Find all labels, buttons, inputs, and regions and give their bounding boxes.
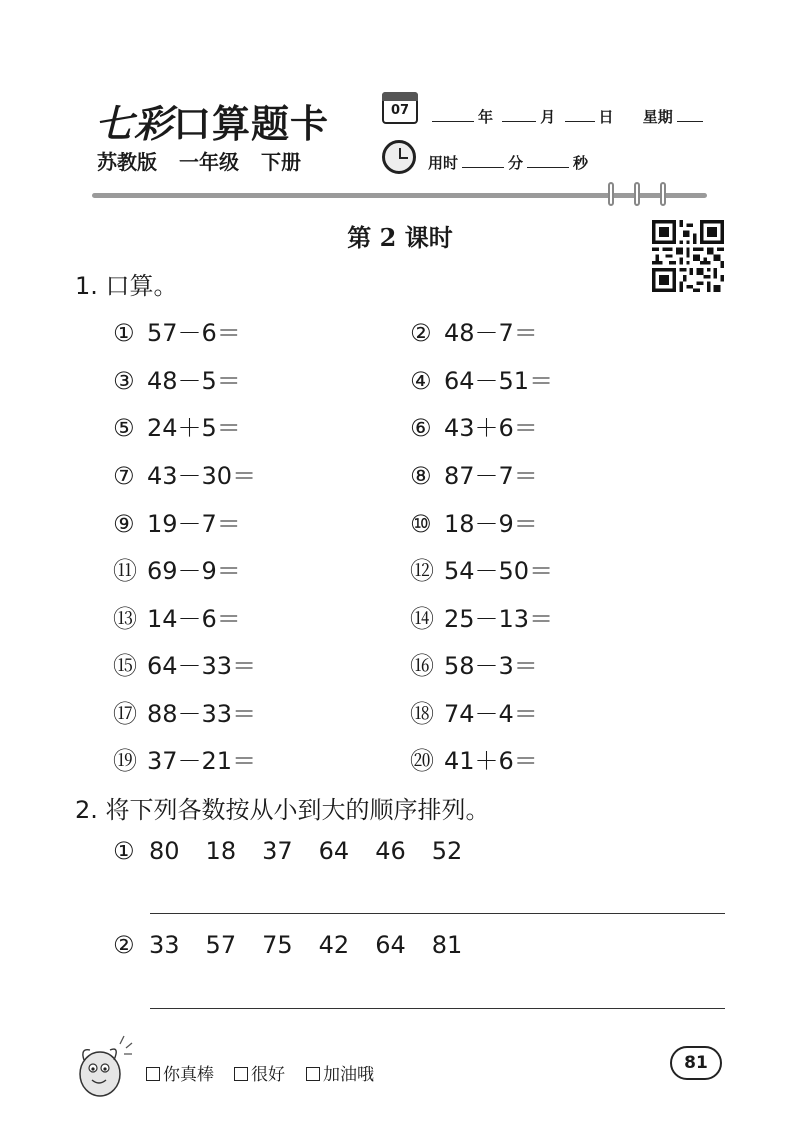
problem-expression: 19－7＝ [147, 510, 241, 538]
problem-expression: 69－9＝ [147, 557, 241, 585]
problem-marker: ⑩ [410, 510, 432, 538]
problem-expression: 88－33＝ [147, 700, 257, 728]
mascot-icon [70, 1030, 138, 1100]
problem-expression: 58－3＝ [444, 652, 538, 680]
problem-marker: ③ [113, 367, 135, 395]
problem-expression: 64－33＝ [147, 652, 257, 680]
problem-marker: ② [410, 319, 432, 347]
problem-expression: 14－6＝ [147, 605, 241, 633]
problem-item [113, 551, 241, 586]
problem-item [410, 408, 538, 443]
problem-item [410, 694, 538, 729]
problem-item [410, 456, 538, 491]
day-label: 日 [598, 108, 614, 126]
problem-item [113, 646, 256, 681]
number-item: 52 [431, 837, 463, 865]
problem-expression: 48－7＝ [444, 319, 538, 347]
time-used-label: 用时 [428, 154, 459, 172]
minute-blank[interactable] [462, 153, 504, 168]
number-item: 46 [375, 837, 406, 865]
problem-expression: 48－5＝ [147, 367, 241, 395]
problem-item [113, 504, 241, 539]
rating-label: 你真棒 [163, 1065, 214, 1085]
year-label: 年 [478, 108, 494, 126]
problem-item [113, 408, 241, 443]
problem-marker: ④ [410, 367, 432, 395]
second-label: 秒 [573, 154, 589, 172]
problem-marker: ⑦ [113, 462, 135, 490]
edition-publisher: 苏教版 [97, 150, 157, 174]
calendar-icon [382, 92, 418, 124]
group-marker: ② [113, 931, 135, 959]
problem-marker: ⑥ [410, 414, 432, 442]
problem-marker: ① [113, 319, 135, 347]
problem-marker: ⑬ [113, 605, 137, 633]
problem-expression: 41＋6＝ [444, 747, 538, 775]
problem-item [410, 313, 538, 348]
problem-marker: ⑳ [410, 747, 434, 775]
ring-hook-icon [608, 182, 614, 206]
date-fields [428, 106, 707, 127]
page-number: 81 [670, 1046, 722, 1080]
ring-hook-icon [634, 182, 640, 206]
problem-item [113, 694, 256, 729]
group-marker: ① [113, 837, 135, 865]
weekday-label: 星期 [642, 108, 673, 126]
edition-volume: 下册 [261, 150, 301, 174]
problem-marker: ⑰ [113, 700, 137, 728]
number-item: 80 [149, 837, 180, 865]
minute-label: 分 [508, 154, 524, 172]
problem-item [113, 741, 256, 776]
problem-expression: 74－4＝ [444, 700, 538, 728]
problem-expression: 43＋6＝ [444, 414, 538, 442]
problem-expression: 57－6＝ [147, 319, 241, 347]
number-item: 81 [431, 931, 463, 959]
problem-marker: ⑯ [410, 652, 434, 680]
number-item: 57 [205, 931, 237, 959]
problem-item [410, 504, 538, 539]
second-blank[interactable] [527, 153, 569, 168]
number-item: 42 [318, 931, 350, 959]
problem-item [410, 361, 553, 396]
problem-item [113, 456, 256, 491]
problem-expression: 24＋5＝ [147, 414, 241, 442]
brand-title [95, 93, 329, 148]
section1-title: 1. 口算。 [75, 272, 178, 300]
problem-item [410, 551, 553, 586]
number-group-1 [113, 837, 488, 865]
rating-option-good[interactable] [234, 1060, 285, 1085]
header-divider [92, 193, 707, 198]
rating-label: 很好 [251, 1065, 285, 1085]
clock-icon [382, 140, 416, 174]
problem-marker: ⑮ [113, 652, 137, 680]
answer-line-1[interactable] [150, 913, 725, 914]
problem-item [113, 361, 241, 396]
problem-item [113, 313, 241, 348]
problem-item [410, 646, 538, 681]
time-fields [428, 152, 588, 173]
number-item: 75 [262, 931, 293, 959]
problem-expression: 54－50＝ [444, 557, 554, 585]
checkbox-icon[interactable] [146, 1067, 160, 1081]
rating-option-keep-going[interactable] [306, 1060, 374, 1085]
problem-item [113, 599, 241, 634]
number-item: 64 [318, 837, 350, 865]
number-item: 18 [205, 837, 237, 865]
number-item: 64 [375, 931, 406, 959]
day-blank[interactable] [565, 107, 595, 122]
problem-expression: 87－7＝ [444, 462, 538, 490]
number-item: 33 [149, 931, 180, 959]
month-blank[interactable] [502, 107, 536, 122]
edition-info [97, 146, 323, 175]
number-item: 37 [262, 837, 293, 865]
checkbox-icon[interactable] [234, 1067, 248, 1081]
problem-marker: ⑪ [113, 557, 137, 585]
problem-marker: ⑱ [410, 700, 434, 728]
lesson-title: 第 2 课时 [347, 223, 453, 252]
year-blank[interactable] [432, 107, 474, 122]
problem-expression: 37－21＝ [147, 747, 257, 775]
problem-marker: ⑧ [410, 462, 432, 490]
problem-item [410, 741, 538, 776]
problem-expression: 18－9＝ [444, 510, 538, 538]
section2-title: 2. 将下列各数按从小到大的顺序排列。 [75, 796, 490, 824]
qr-code-icon[interactable] [652, 220, 724, 292]
rating-label: 加油哦 [323, 1065, 374, 1085]
month-label: 月 [540, 108, 556, 126]
calendar-number: 07 [390, 103, 410, 118]
weekday-blank[interactable] [677, 107, 703, 122]
answer-line-2[interactable] [150, 1008, 725, 1009]
problem-expression: 25－13＝ [444, 605, 554, 633]
rating-option-great[interactable] [146, 1060, 214, 1085]
problem-marker: ⑤ [113, 414, 135, 442]
brand-deco: 七彩 [95, 101, 174, 146]
number-group-2 [113, 931, 488, 959]
brand-main: 口算题卡 [173, 102, 330, 146]
problem-marker: ⑫ [410, 557, 434, 585]
problem-marker: ⑭ [410, 605, 434, 633]
problem-item [410, 599, 553, 634]
problem-marker: ⑨ [113, 510, 135, 538]
edition-grade: 一年级 [179, 150, 239, 174]
checkbox-icon[interactable] [306, 1067, 320, 1081]
problem-marker: ⑲ [113, 747, 137, 775]
problem-expression: 43－30＝ [147, 462, 257, 490]
ring-hook-icon [660, 182, 666, 206]
problem-expression: 64－51＝ [444, 367, 554, 395]
